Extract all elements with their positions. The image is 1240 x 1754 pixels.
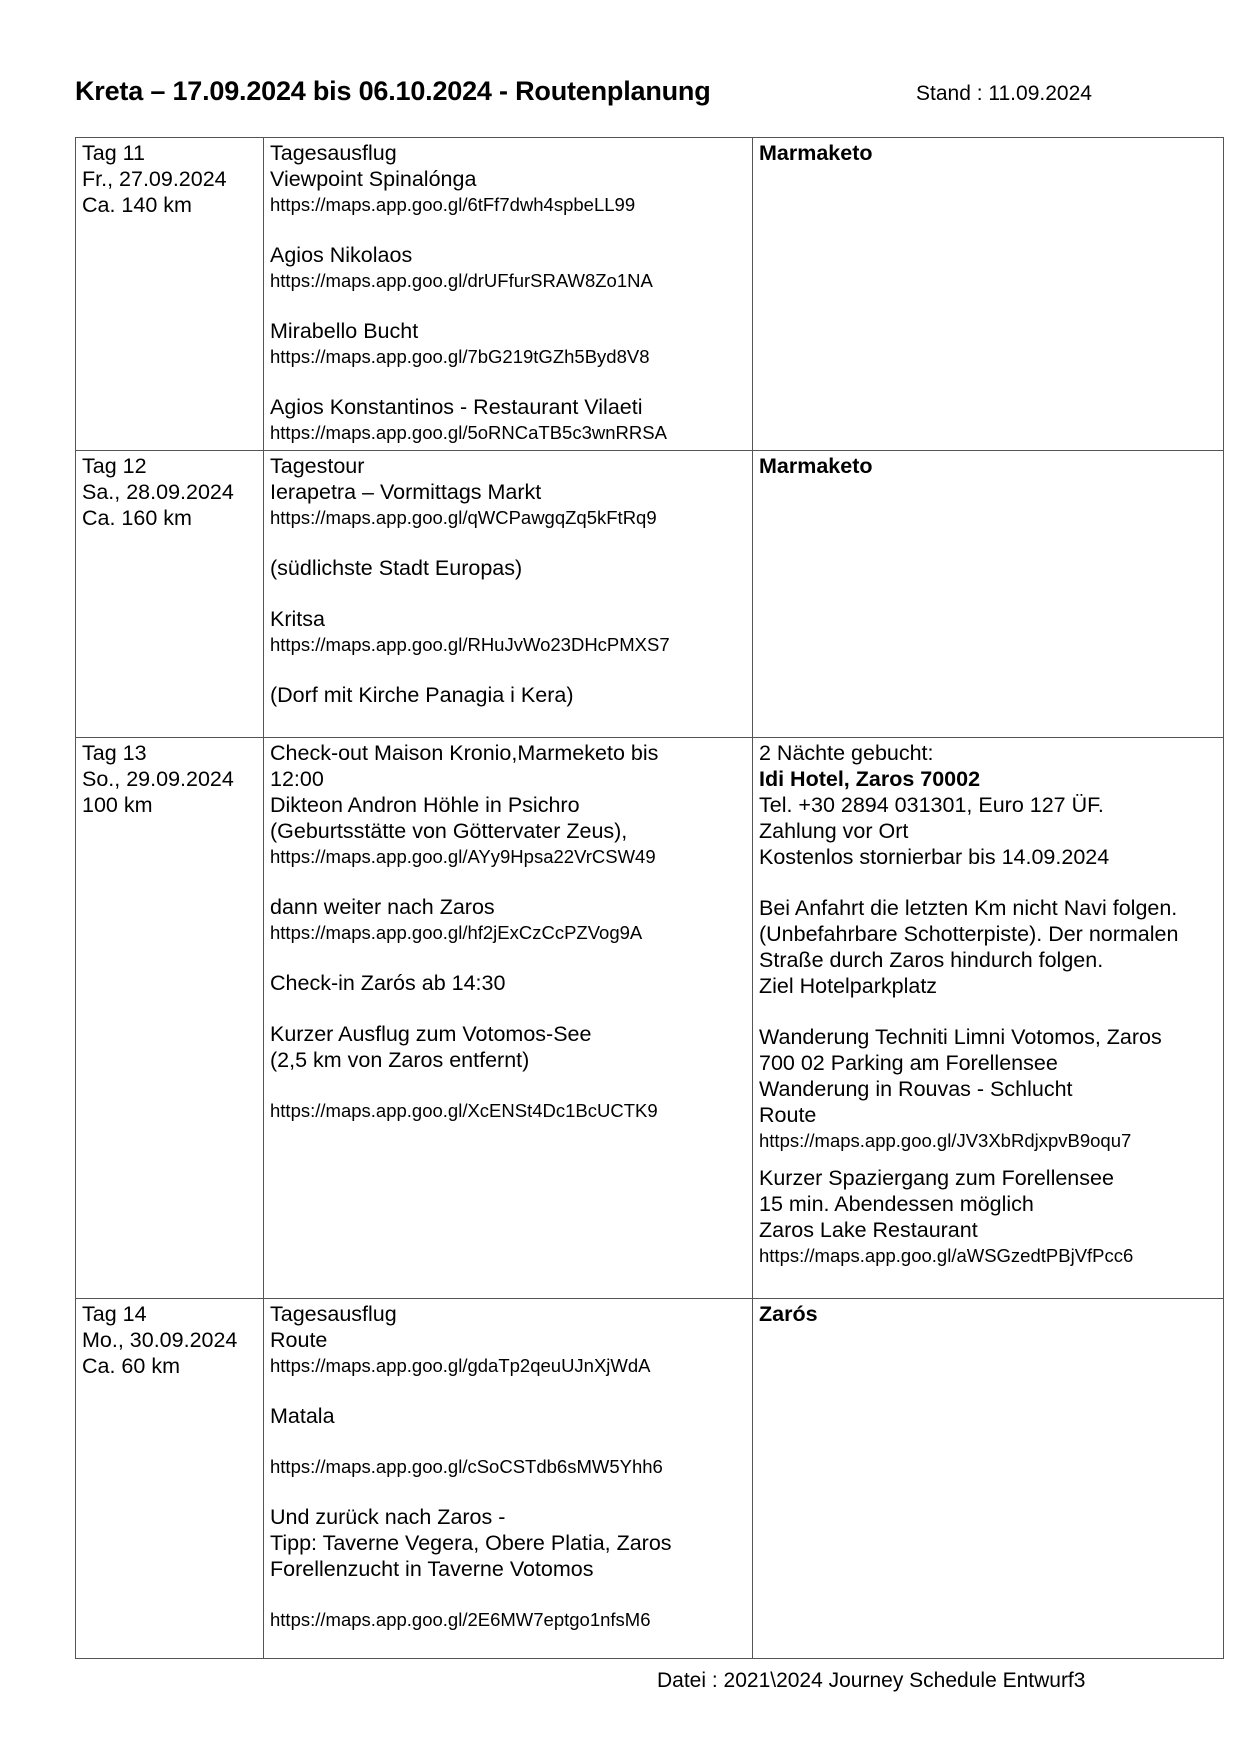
hike-line: Route xyxy=(759,1103,817,1127)
table-row-day-13 xyxy=(76,738,1224,1299)
day-number: Tag 13 xyxy=(82,741,147,765)
map-link[interactable]: https://maps.app.goo.gl/2E6MW7eptgo1nfsM6 xyxy=(270,1609,651,1630)
table-row-day-12 xyxy=(76,451,1224,738)
accommodation-cell xyxy=(753,138,1224,451)
document-title: Kreta – 17.09.2024 bis 06.10.2024 - Routenplanung xyxy=(75,76,711,106)
directions-line: Straße durch Zaros hindurch folgen. xyxy=(759,948,1104,972)
day-date: Sa., 28.09.2024 xyxy=(82,480,234,504)
plan-line: 12:00 xyxy=(270,767,324,791)
map-link[interactable]: https://maps.app.goo.gl/5oRNCaTB5c3wnRRSA xyxy=(270,422,667,443)
plan-line: (südlichste Stadt Europas) xyxy=(270,556,523,580)
accommodation-cell xyxy=(753,1299,1224,1659)
payment-note: Zahlung vor Ort xyxy=(759,819,909,843)
plan-line: Agios Konstantinos - Restaurant Vilaeti xyxy=(270,395,643,419)
plan-line: Check-out Maison Kronio,Marmeketo bis xyxy=(270,741,659,765)
plan-line: Mirabello Bucht xyxy=(270,319,419,343)
day-number: Tag 11 xyxy=(82,141,145,165)
booking-note: 2 Nächte gebucht: xyxy=(759,741,934,765)
plan-line: Agios Nikolaos xyxy=(270,243,413,267)
day-date: So., 29.09.2024 xyxy=(82,767,234,791)
plan-line: Und zurück nach Zaros - xyxy=(270,1505,506,1529)
plan-line: Ierapetra – Vormittags Markt xyxy=(270,480,542,504)
map-link[interactable]: https://maps.app.goo.gl/qWCPawgqZq5kFtRq9 xyxy=(270,507,657,528)
accommodation-cell xyxy=(753,738,1224,1299)
day-number: Tag 12 xyxy=(82,454,147,478)
map-link[interactable]: https://maps.app.goo.gl/JV3XbRdjxpvB9oqu7 xyxy=(759,1130,1132,1151)
plan-line: dann weiter nach Zaros xyxy=(270,895,495,919)
table-row-day-14 xyxy=(76,1299,1224,1659)
day-date: Fr., 27.09.2024 xyxy=(82,167,227,191)
hotel-phone-price: Tel. +30 2894 031301, Euro 127 ÜF. xyxy=(759,793,1104,817)
accommodation-cell xyxy=(753,451,1224,738)
plan-cell xyxy=(264,1299,753,1659)
plan-cell xyxy=(264,738,753,1299)
plan-line: Route xyxy=(270,1328,328,1352)
plan-line: Kurzer Ausflug zum Votomos-See xyxy=(270,1022,592,1046)
plan-line: Tipp: Taverne Vegera, Obere Platia, Zaros xyxy=(270,1531,672,1555)
plan-line: Matala xyxy=(270,1404,335,1428)
hike-line: 700 02 Parking am Forellensee xyxy=(759,1051,1058,1075)
directions-line: (Unbefahrbare Schotterpiste). Der normalen xyxy=(759,922,1179,946)
plan-line: (Dorf mit Kirche Panagia i Kera) xyxy=(270,683,574,707)
directions-line: Ziel Hotelparkplatz xyxy=(759,974,938,998)
file-footer: Datei : 2021\2024 Journey Schedule Entwurf3 xyxy=(657,1669,1086,1692)
day-number: Tag 14 xyxy=(82,1302,147,1326)
day-cell xyxy=(76,451,264,738)
plan-line: Tagestour xyxy=(270,454,365,478)
day-cell xyxy=(76,1299,264,1659)
accommodation-name: Zarós xyxy=(759,1302,818,1326)
plan-cell xyxy=(264,138,753,451)
plan-line: Forellenzucht in Taverne Votomos xyxy=(270,1557,594,1581)
plan-line: Kritsa xyxy=(270,607,325,631)
day-distance: 100 km xyxy=(82,793,153,817)
plan-line: (Geburtsstätte von Göttervater Zeus), xyxy=(270,819,628,843)
hotel-name: Idi Hotel, Zaros 70002 xyxy=(759,767,981,791)
day-distance: Ca. 160 km xyxy=(82,506,192,530)
hike-line: Wanderung Techniti Limni Votomos, Zaros xyxy=(759,1025,1162,1049)
map-link[interactable]: https://maps.app.goo.gl/7bG219tGZh5Byd8V8 xyxy=(270,346,650,367)
revision-date: Stand : 11.09.2024 xyxy=(916,82,1092,105)
plan-line: Tagesausflug xyxy=(270,141,397,165)
plan-line: Dikteon Andron Höhle in Psichro xyxy=(270,793,580,817)
plan-line: Viewpoint Spinalónga xyxy=(270,167,477,191)
map-link[interactable]: https://maps.app.goo.gl/XcENSt4Dc1BcUCTK9 xyxy=(270,1100,658,1121)
accommodation-name: Marmaketo xyxy=(759,454,873,478)
directions-line: Bei Anfahrt die letzten Km nicht Navi folgen. xyxy=(759,896,1178,920)
walk-line: 15 min. Abendessen möglich xyxy=(759,1192,1034,1216)
map-link[interactable]: https://maps.app.goo.gl/aWSGzedtPBjVfPcc6 xyxy=(759,1245,1134,1266)
table-row-day-11 xyxy=(76,138,1224,451)
hike-line: Wanderung in Rouvas - Schlucht xyxy=(759,1077,1073,1101)
cancellation-note: Kostenlos stornierbar bis 14.09.2024 xyxy=(759,845,1110,869)
plan-line: Check-in Zarós ab 14:30 xyxy=(270,971,506,995)
map-link[interactable]: https://maps.app.goo.gl/6tFf7dwh4spbeLL99 xyxy=(270,194,636,215)
map-link[interactable]: https://maps.app.goo.gl/cSoCSTdb6sMW5Yhh6 xyxy=(270,1456,663,1477)
route-plan-table xyxy=(75,137,1224,1659)
day-cell xyxy=(76,138,264,451)
map-link[interactable]: https://maps.app.goo.gl/gdaTp2qeuUJnXjWdA xyxy=(270,1355,651,1376)
map-link[interactable]: https://maps.app.goo.gl/drUFfurSRAW8Zo1NA xyxy=(270,270,653,291)
day-date: Mo., 30.09.2024 xyxy=(82,1328,238,1352)
day-cell xyxy=(76,738,264,1299)
map-link[interactable]: https://maps.app.goo.gl/AYy9Hpsa22VrCSW49 xyxy=(270,846,656,867)
accommodation-name: Marmaketo xyxy=(759,141,873,165)
day-distance: Ca. 140 km xyxy=(82,193,192,217)
map-link[interactable]: https://maps.app.goo.gl/hf2jExCzCcPZVog9A xyxy=(270,922,643,943)
walk-line: Zaros Lake Restaurant xyxy=(759,1218,978,1242)
day-distance: Ca. 60 km xyxy=(82,1354,180,1378)
plan-cell xyxy=(264,451,753,738)
map-link[interactable]: https://maps.app.goo.gl/RHuJvWo23DHcPMXS7 xyxy=(270,634,670,655)
plan-line: (2,5 km von Zaros entfernt) xyxy=(270,1048,530,1072)
walk-line: Kurzer Spaziergang zum Forellensee xyxy=(759,1166,1114,1190)
plan-line: Tagesausflug xyxy=(270,1302,397,1326)
